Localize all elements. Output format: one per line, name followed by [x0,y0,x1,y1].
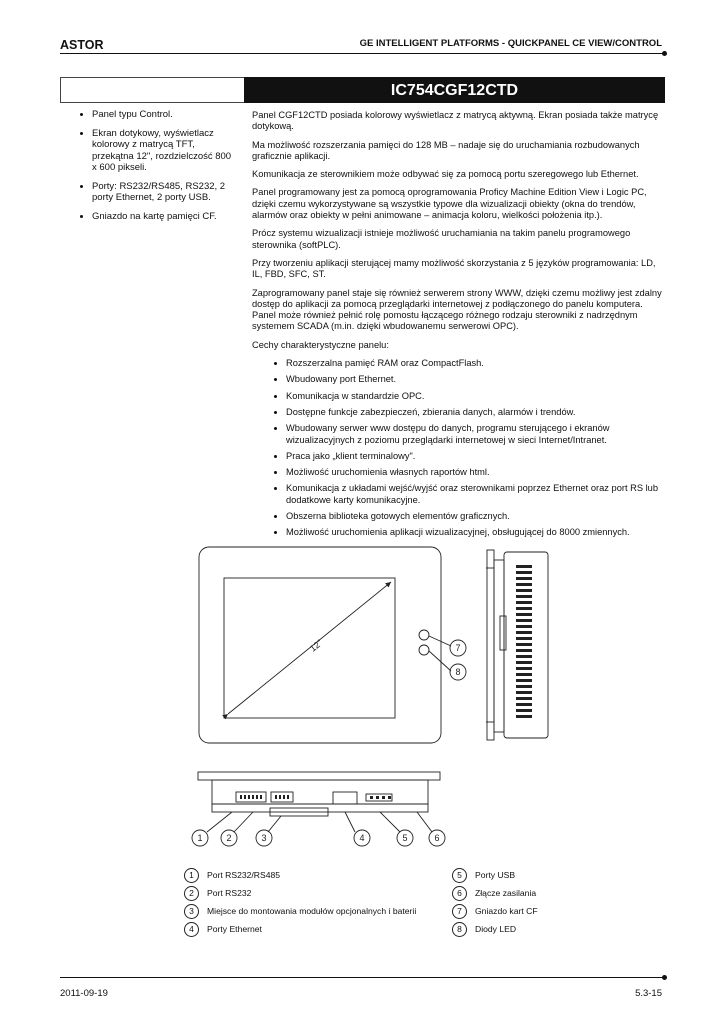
feature-item: • Dostępne funkcje zabezpieczeń, zbierania danych, alarmów i trendów. [286,407,662,418]
legend-number: 6 [452,886,467,901]
feature-item: • Wbudowany port Ethernet. [286,374,662,385]
summary-item: • Panel typu Control. [92,109,238,121]
legend-text: Porty USB [475,870,516,880]
callout-2-label: 2 [226,833,232,843]
footer-rule [60,977,664,978]
led-indicator [419,645,429,655]
summary-item: • Gniazdo na kartę pamięci CF. [92,211,238,223]
legend-item [452,920,538,938]
side-bezel [487,550,494,740]
legend-number: 2 [184,886,199,901]
cf-slot-indicator [419,630,429,640]
bottom-bezel [198,772,440,780]
paragraph: Panel programowany jest za pomocą oprogramowania Proficy Machine Edition View i Logic PC, dzięki czemu wykorzystywane są wszystkie typowe dla wizualizacji obiekty (okna do trendów, alarmów oraz obiekty w pełni animowane – animacja koloru, wielkości położenia itp.). [252,187,647,221]
callout-7-label: 7 [455,643,461,653]
header-brand: ASTOR [60,38,104,52]
legend-number: 3 [184,904,199,919]
footer-rule-dot [662,975,667,980]
legend-text: Miejsce do montowania modułów opcjonalnych i baterii [207,906,417,916]
feature-item: • Rozszerzalna pamięć RAM oraz CompactFlash. [286,358,662,369]
legend-item [184,902,416,920]
port-pins [240,795,391,799]
side-body [494,560,504,732]
footer-date: 2011-09-19 [60,988,108,999]
feature-item: • Możliwość uruchomienia własnych raportów html. [286,467,662,478]
legend-number: 5 [452,868,467,883]
legend-item [184,920,416,938]
legend-left [184,866,416,938]
legend-item [452,902,538,920]
summary-item: • Ekran dotykowy, wyświetlacz kolorowy z matrycą TFT, przekątna 12", rozdzielczość 800 x 600 pikseli. [92,128,238,174]
feature-item: • Praca jako „klient terminalowy". [286,451,662,462]
feature-item: • Komunikacja w standardzie OPC. [286,391,662,402]
paragraph: Przy tworzeniu aplikacji sterującej mamy możliwość skorzystania z 5 języków programowania: LD, IL, FBD, SFC, ST. [252,257,656,280]
side-cf-slot [500,616,506,650]
callout-4-label: 4 [359,833,365,843]
legend-right [452,866,538,938]
feature-item: • Komunikacja z układami wejść/wyjść oraz sterownikami poprzez Ethernet oraz port RS lub dodatkowe karty komunikacyjne. [286,483,662,506]
paragraph: Komunikacja ze sterownikiem może odbywać się za pomocą portu szeregowego lub Ethernet. [252,169,639,180]
callout-3-label: 3 [261,833,267,843]
callout-5-label: 5 [402,833,408,843]
legend-number: 1 [184,868,199,883]
footer-page-number: 5.3-15 [635,988,662,999]
legend-item [184,866,416,884]
header-title: GE INTELLIGENT PLATFORMS - QUICKPANEL CE VIEW/CONTROL [359,38,662,49]
summary-item: • Porty: RS232/RS485, RS232, 2 porty Ethernet, 2 porty USB. [92,181,238,204]
legend-item [452,866,538,884]
legend-item [184,884,416,902]
port-rs232 [271,792,293,802]
legend-text: Port RS232 [207,888,252,898]
callout-6-label: 6 [434,833,440,843]
feature-item: • Wbudowany serwer www dostępu do danych, programu sterującego i ekranów wizualizacyjnych z poziomu przeglądarki internetowej w sieci Internet/Intranet. [286,423,662,446]
legend-number: 4 [184,922,199,937]
legend-number: 7 [452,904,467,919]
callout-8-label: 8 [455,667,461,677]
port-ethernet [333,792,357,804]
side-vents [516,565,532,718]
callout-1-label: 1 [197,833,203,843]
legend-text: Porty Ethernet [207,924,262,934]
feature-item: • Możliwość uruchomienia aplikacji wizualizacyjnej, obsługującej do 8000 zmiennych. [286,527,662,538]
legend-number: 8 [452,922,467,937]
paragraph: Zaprogramowany panel staje się również serwerem strony WWW, dzięki czemu możliwy jest zdalny dostęp do aplikacji za pomocą przeglądarki internetowej z podłączonego do panelu komputera. Panel może również pełnić rolę pomostu łączącego różnego rodzaju sterowniki z nadrzędnym systemem SCADA (m.in. dzięki wbudowanemu serwerowi OPC). [252,287,662,332]
diagonal-label: 12" [307,637,325,654]
legend-text: Złącze zasilania [475,888,537,898]
paragraph: Ma możliwość rozszerzania pamięci do 128 MB – nadaje się do uruchamiania rozbudowanych graficznie aplikacji. [252,139,640,161]
legend-text: Port RS232/RS485 [207,870,281,880]
paragraph: Panel CGF12CTD posiada kolorowy wyświetlacz z matrycą aktywną. Ekran posiada także matrycę dotykową. [252,110,659,132]
legend-text: Gniazdo kart CF [475,906,538,916]
legend-text: Diody LED [475,924,517,934]
paragraph: Prócz systemu wizualizacji istnieje możliwość uruchamiania na takim panelu programowego sterownika (softPLC). [252,228,631,250]
features-intro: Cechy charakterystyczne panelu: [252,339,389,350]
product-title: IC754CGF12CTD [244,77,665,103]
legend-item [452,884,538,902]
feature-item: • Obszerna biblioteka gotowych elementów graficznych. [286,511,662,522]
